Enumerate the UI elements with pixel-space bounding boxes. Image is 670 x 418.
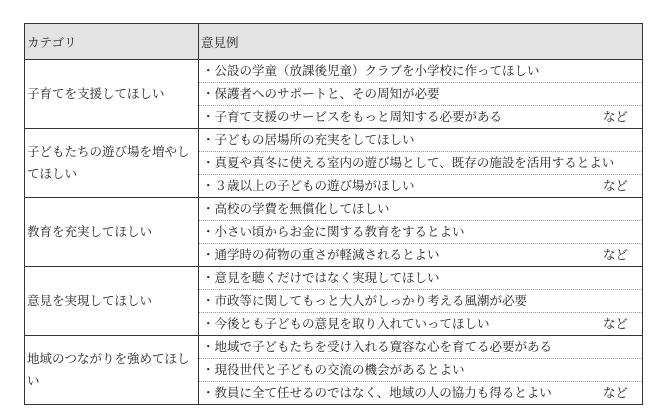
opinion-cell	[199, 267, 643, 336]
table-row	[25, 129, 643, 198]
header-opinion: 意見例	[199, 24, 643, 60]
opinion-item: ・地域で子どもたちを受け入れる寛容な心を育てる必要がある	[202, 339, 553, 354]
category-cell: 地域のつながりを強めてほしい	[25, 336, 199, 405]
opinion-item: ・真夏や真冬に使える室内の遊び場として、既存の施設を活用するとよい	[199, 151, 642, 174]
opinion-item: ・現役世代と子どもの交流の機会があるとよい	[199, 358, 642, 381]
opinion-item: ・３歳以上の子どもの遊び場がほしい など	[199, 174, 642, 197]
table-row	[25, 336, 643, 405]
opinion-cell	[199, 129, 643, 198]
opinion-item: ・今後とも子どもの意見を取り入れていってほしい など	[199, 312, 642, 335]
category-cell: 子育てを支援してほしい	[25, 60, 199, 129]
category-cell: 教育を充実してほしい	[25, 198, 199, 267]
opinion-cell	[199, 336, 643, 405]
table-header-row	[25, 24, 643, 60]
opinion-item: ・子育て支援のサービスをもっと周知する必要がある など	[199, 105, 642, 128]
opinion-item: ・高校の学費を無償化してほしい	[202, 201, 390, 216]
etc-label: など	[602, 178, 628, 193]
header-category: カテゴリ	[25, 24, 199, 60]
opinion-item: ・子どもの居場所の充実をしてほしい	[202, 132, 415, 147]
table-row	[25, 60, 643, 129]
opinion-item: ・意見を聴くだけではなく実現してほしい	[202, 270, 440, 285]
category-cell: 意見を実現してほしい	[25, 267, 199, 336]
table-row	[25, 267, 643, 336]
etc-label: など	[602, 247, 628, 262]
opinions-table	[24, 23, 643, 405]
opinion-item: ・保護者へのサポートと、その周知が必要	[199, 82, 642, 105]
opinion-item: ・教員に全て任せるのではなく、地域の人の協力も得るとよい など	[199, 381, 642, 404]
category-cell: 子どもたちの遊び場を増やしてほしい	[25, 129, 199, 198]
etc-label: など	[602, 316, 628, 331]
opinion-cell	[199, 60, 643, 129]
opinion-item: ・通学時の荷物の重さが軽減されるとよい など	[199, 243, 642, 266]
opinion-item: ・小さい頃からお金に関する教育をするとよい	[199, 220, 642, 243]
opinion-item: ・市政等に関してもっと大人がしっかり考える風潮が必要	[199, 289, 642, 312]
table-row	[25, 198, 643, 267]
opinion-item: ・公設の学童（放課後児童）クラブを小学校に作ってほしい	[202, 63, 540, 78]
opinion-cell	[199, 198, 643, 267]
etc-label: など	[602, 385, 628, 400]
etc-label: など	[602, 109, 628, 124]
